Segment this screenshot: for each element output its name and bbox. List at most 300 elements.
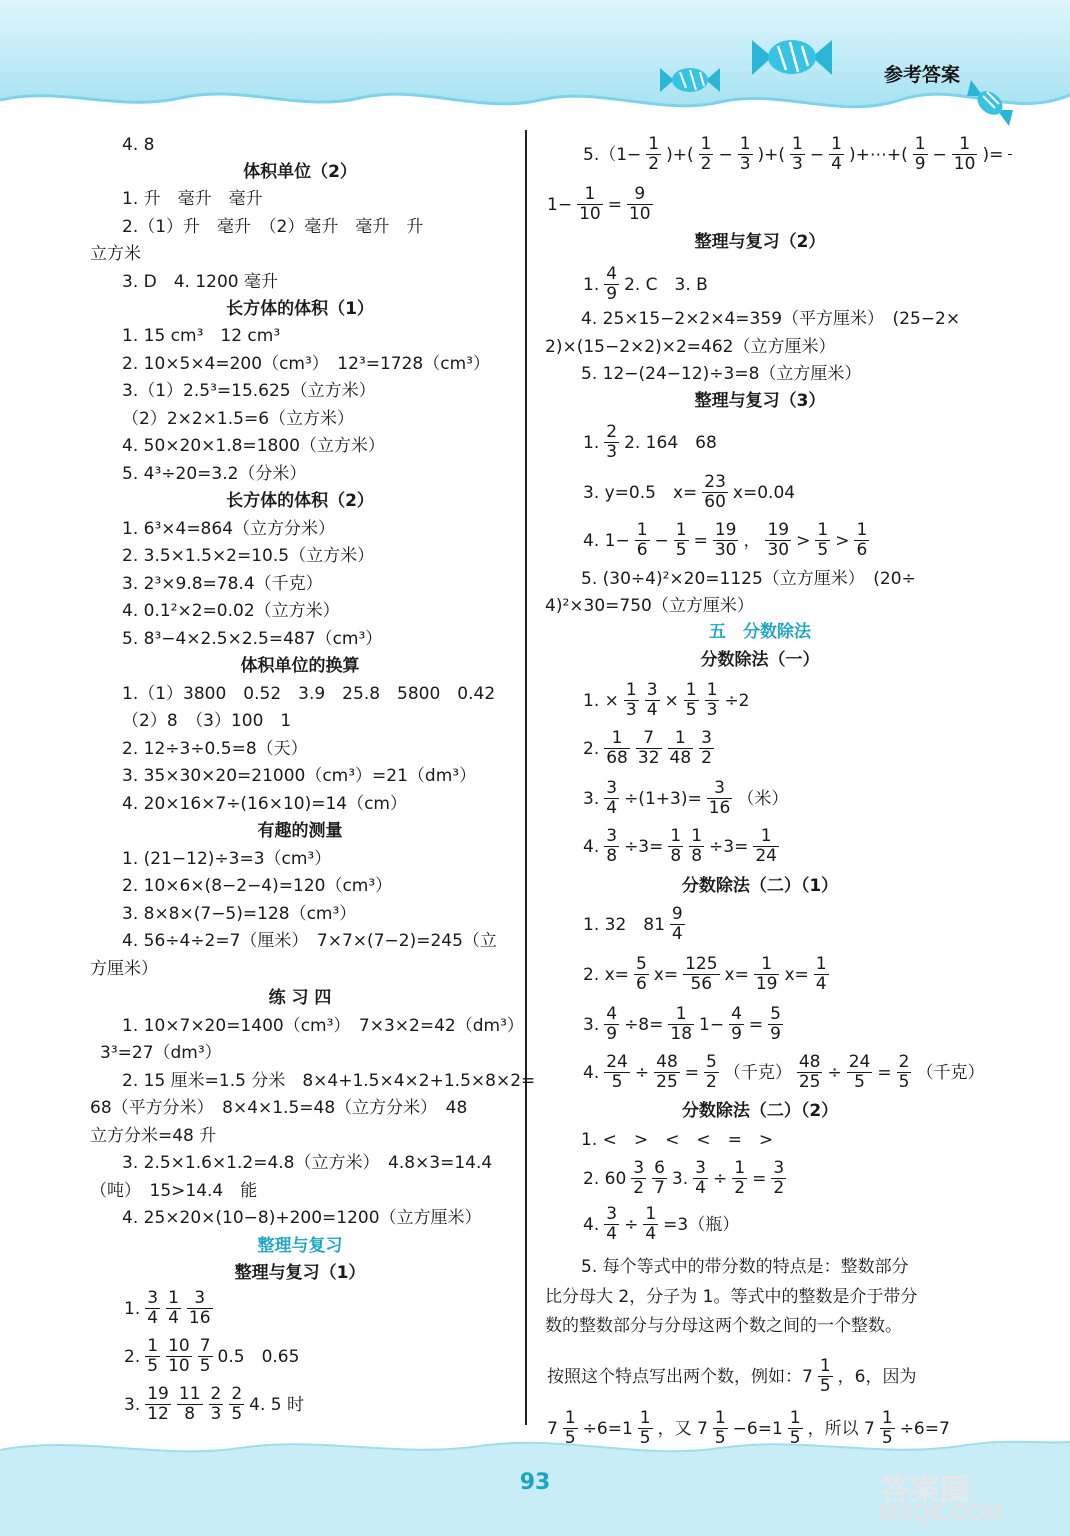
fraction: [668, 1006, 694, 1043]
expr-text: =: [752, 1168, 767, 1189]
fraction: [604, 266, 619, 303]
denominator: 5: [611, 1072, 623, 1092]
expr-text: 按照这个特点写出两个数，例如：7: [547, 1366, 813, 1387]
numerator: 1: [819, 1356, 831, 1376]
fraction-line: [581, 1006, 786, 1043]
fraction: [668, 828, 683, 865]
numerator: 48: [656, 1052, 678, 1072]
denominator: 10: [628, 204, 651, 224]
fraction-line: [122, 1386, 306, 1423]
answer-line: 4. 56÷4÷2=7（厘米） 7×7×(7−2)=245（立: [122, 931, 497, 951]
denominator: 56: [690, 974, 713, 994]
denominator: 6: [856, 540, 868, 560]
fraction: [645, 682, 660, 719]
numerator: 1: [952, 136, 978, 155]
fraction-line: [122, 1290, 216, 1327]
numerator: 24: [848, 1052, 871, 1072]
denominator: 4: [147, 1308, 159, 1328]
candy-icon: [660, 60, 720, 100]
denominator: 10: [168, 1356, 190, 1376]
denominator: 9: [731, 1024, 742, 1044]
fraction-line: [581, 266, 710, 303]
answer-line: 方厘米）: [90, 959, 158, 979]
column-divider: [525, 130, 527, 1425]
fraction: [952, 136, 978, 173]
fraction: [652, 1160, 667, 1197]
expr-text: ×: [664, 690, 679, 711]
numerator: 19: [714, 520, 737, 540]
fraction: [880, 1410, 895, 1447]
denominator: 8: [606, 846, 618, 866]
expr-text: >: [835, 530, 850, 551]
denominator: 25: [798, 1072, 821, 1092]
expr-text: 3.: [671, 1168, 689, 1189]
denominator: 4: [645, 1224, 657, 1244]
fraction: [790, 136, 805, 173]
numerator: 3: [773, 1158, 785, 1178]
numerator: 11: [178, 1384, 201, 1404]
expr-text: 4.: [583, 836, 600, 857]
denominator: 25: [656, 1072, 678, 1092]
fraction: [765, 522, 791, 559]
denominator: 2: [706, 1072, 717, 1092]
numerator: 1: [675, 520, 687, 540]
fraction: [847, 1054, 873, 1091]
numerator: 1: [792, 134, 803, 154]
denominator: 2: [633, 1178, 645, 1198]
numerator: 1: [739, 134, 751, 154]
expr-text: 1. ×: [583, 690, 619, 711]
denominator: 8: [691, 846, 703, 866]
page-number: 93: [519, 1470, 551, 1495]
fraction: [753, 828, 779, 865]
numerator: 1: [636, 520, 648, 540]
numerator: 3: [701, 728, 712, 748]
fraction-line: [581, 780, 790, 817]
answer-line: 4. 50×20×1.8=1800（立方米）: [122, 436, 385, 456]
denominator: 5: [147, 1356, 159, 1376]
denominator: 4: [606, 1224, 618, 1244]
denominator: 68: [606, 748, 628, 768]
section-heading: 有趣的测量: [257, 821, 343, 841]
numerator: 1: [670, 826, 682, 846]
fraction: [693, 1160, 708, 1197]
denominator: 5: [817, 540, 829, 560]
numerator: 1: [856, 520, 868, 540]
section-heading: 练 习 四: [268, 988, 332, 1008]
fraction: [818, 1358, 833, 1395]
fraction: [674, 522, 689, 559]
expr-text: =3（瓶）: [663, 1214, 740, 1235]
fraction: [814, 956, 829, 993]
expr-text: 1. 32 81: [583, 914, 665, 935]
expr-text: 1−: [547, 194, 573, 215]
answer-line: （吨） 15>14.4 能: [90, 1181, 258, 1201]
fraction-line: [581, 136, 1019, 173]
fraction: [713, 522, 739, 559]
denominator: 8: [184, 1404, 196, 1424]
numerator: 6: [654, 1158, 665, 1178]
numerator: 3: [606, 826, 618, 846]
numerator: 19: [147, 1384, 169, 1404]
denominator: 9: [914, 154, 926, 174]
answer-line: 1. < > < < = >: [581, 1130, 774, 1150]
fraction: [646, 136, 661, 173]
fraction: [636, 730, 662, 767]
denominator: 4: [646, 700, 658, 720]
denominator: 5: [685, 700, 697, 720]
answer-line: 5. (30÷4)²×20=1125（立方厘米） (20÷: [581, 569, 916, 589]
denominator: 2: [648, 154, 660, 174]
numerator: 2: [210, 1384, 222, 1404]
denominator: 16: [188, 1308, 211, 1328]
numerator: 2: [606, 422, 618, 442]
fraction-line: [545, 1358, 918, 1395]
expr-text: =: [877, 1062, 892, 1083]
expr-text: 2.: [583, 738, 600, 759]
denominator: 48: [669, 748, 692, 768]
numerator: 3: [707, 780, 733, 799]
expr-text: =: [693, 530, 708, 551]
answer-line: 3.（1）2.5³=15.625（立方米）: [122, 381, 376, 401]
expr-text: ÷6=7: [899, 1418, 950, 1439]
numerator: 48: [798, 1052, 821, 1072]
numerator: 3: [187, 1290, 213, 1309]
answer-line: 2. 10×6×(8−2−4)=120（cm³）: [122, 876, 393, 896]
answer-line: 3. 8×8×(7−5)=128（cm³）: [122, 904, 357, 924]
denominator: 30: [714, 540, 737, 560]
expr-text: >: [796, 530, 811, 551]
section-heading: 长方体的体积（1）: [226, 299, 374, 319]
denominator: 6: [636, 540, 648, 560]
fraction-line: [581, 828, 782, 865]
answer-line: 1. 10×7×20=1400（cm³） 7×3×2=42（dm³）: [122, 1016, 524, 1036]
denominator: 10: [953, 154, 976, 174]
numerator: 5: [770, 1004, 781, 1024]
expr-text: )+(: [757, 144, 786, 165]
answer-line: 3. 35×30×20=21000（cm³）=21（dm³）: [122, 766, 477, 786]
numerator: 1: [648, 134, 660, 154]
expr-text: 1.: [583, 432, 600, 453]
numerator: 9: [627, 186, 653, 205]
expr-text: −: [718, 144, 733, 165]
numerator: 19: [767, 520, 790, 540]
denominator: 4: [168, 1308, 179, 1328]
fraction: [713, 1410, 728, 1447]
expr-text: 2.: [124, 1346, 141, 1367]
fraction: [145, 1290, 160, 1327]
denominator: 5: [898, 1072, 910, 1092]
answer-line: 2.（1）升 毫升 （2）毫升 毫升 升: [122, 217, 424, 237]
header-title: 参考答案: [884, 64, 961, 86]
answer-line: 4)²×30=750（立方厘米）: [545, 596, 754, 616]
expr-text: （米）: [737, 788, 789, 809]
denominator: 5: [231, 1404, 243, 1424]
answer-line: 3. 2³×9.8=78.4（千克）: [122, 574, 323, 594]
denominator: 19: [755, 974, 778, 994]
denominator: 5: [854, 1072, 865, 1092]
section-heading: 体积单位（2）: [243, 162, 357, 182]
fraction: [913, 136, 928, 173]
answer-line: 1. 6³×4=864（立方分米）: [122, 519, 336, 539]
fraction: [604, 780, 619, 817]
denominator: 7: [654, 1178, 665, 1198]
answer-line: 3. 2.5×1.6×1.2=4.8（立方米） 4.8×3=14.4: [122, 1153, 493, 1173]
fraction: [705, 682, 720, 719]
expr-text: ÷6=1: [582, 1418, 633, 1439]
numerator: 3: [646, 680, 658, 700]
section-heading: 整理与复习（1）: [234, 1263, 366, 1283]
answer-line: 4. 25×20×(10−8)+200=1200（立方厘米）: [122, 1208, 482, 1228]
section-heading: 五 分数除法: [709, 622, 811, 642]
numerator: 4: [606, 1004, 618, 1024]
numerator: 1: [685, 680, 697, 700]
numerator: 3: [633, 1158, 645, 1178]
fraction: [829, 136, 844, 173]
numerator: 1: [815, 954, 827, 974]
fraction-line: [545, 186, 656, 223]
watermark-logo: 答案圈: [880, 1474, 970, 1507]
fraction-line: [581, 682, 752, 719]
numerator: 1: [753, 828, 779, 847]
fraction: [1008, 153, 1012, 156]
fraction: [604, 424, 619, 461]
answer-line: 1. (21−12)÷3=3（cm³）: [122, 849, 332, 869]
fraction-line: [581, 1160, 789, 1197]
numerator: 7: [636, 730, 662, 749]
fraction-line: [581, 956, 832, 993]
fraction: [627, 186, 653, 223]
fraction: [229, 1386, 244, 1423]
denominator: 2: [773, 1178, 785, 1198]
fraction: [635, 522, 650, 559]
numerator: 2: [231, 1384, 243, 1404]
expr-text: =: [684, 1062, 700, 1083]
fraction: [624, 682, 639, 719]
numerator: 4: [606, 264, 618, 284]
numerator: 1: [734, 1158, 746, 1178]
section-heading: 分数除法（一）: [700, 650, 820, 670]
denominator: 10: [579, 204, 601, 224]
expr-text: 2. C 3. B: [624, 274, 708, 295]
answer-line: 4. 0.1²×2=0.02（立方米）: [122, 601, 340, 621]
expr-text: 2. 60: [583, 1168, 627, 1189]
expr-text: 1.: [124, 1298, 141, 1319]
numerator: 1: [639, 1408, 651, 1428]
fraction: [604, 1206, 619, 1243]
fraction: [738, 136, 753, 173]
numerator: 5: [635, 954, 647, 974]
fraction: [643, 1206, 658, 1243]
denominator: 3: [706, 700, 718, 720]
denominator: 16: [708, 798, 731, 818]
denominator: 5: [564, 1428, 576, 1448]
section-heading: 整理与复习: [257, 1236, 343, 1256]
numerator: 1: [881, 1408, 893, 1428]
expr-text: （千克）: [723, 1062, 792, 1083]
answer-line: 2. 10×5×4=200（cm³） 12³=1728（cm³）: [122, 354, 490, 374]
fraction: [563, 1410, 578, 1447]
fraction-line: [545, 1410, 952, 1447]
expr-text: −: [932, 144, 947, 165]
expr-text: ÷2: [724, 690, 750, 711]
fraction: [732, 1160, 747, 1197]
expr-text: ÷: [634, 1062, 650, 1083]
expr-text: ，6，因为: [837, 1366, 917, 1387]
denominator: 5: [199, 1356, 211, 1376]
numerator: 3: [147, 1288, 159, 1308]
fraction: [166, 1338, 192, 1375]
numerator: 1: [604, 730, 630, 749]
fraction-line: [581, 906, 688, 943]
numerator: 1: [668, 1006, 694, 1025]
watermark-site: MXQE.COM: [880, 1500, 1003, 1525]
denominator: 2: [734, 1178, 746, 1198]
numerator: 1: [714, 1408, 726, 1428]
fraction: [704, 1054, 719, 1091]
expr-text: ÷8=: [624, 1014, 664, 1035]
numerator: 5: [706, 1052, 717, 1072]
section-heading: 长方体的体积（2）: [226, 491, 374, 511]
denominator: 4: [815, 974, 827, 994]
denominator: 18: [670, 1024, 693, 1044]
denominator: 5: [881, 1428, 893, 1448]
numerator: 1: [914, 134, 926, 154]
section-heading: 体积单位的换算: [240, 656, 360, 676]
numerator: 1: [789, 1408, 801, 1428]
numerator: 3: [606, 778, 618, 798]
numerator: 1: [817, 520, 829, 540]
answer-line: 2. 15 厘米=1.5 分米 8×4+1.5×4×2+1.5×8×2=: [122, 1071, 536, 1091]
fraction: [897, 1054, 912, 1091]
denominator: 6: [635, 974, 647, 994]
fraction: [638, 1410, 653, 1447]
fraction: [699, 136, 714, 173]
fraction: [702, 474, 728, 511]
expr-text: =: [607, 194, 622, 215]
answer-line: 4. 20×16×7÷(16×10)=14（cm）: [122, 794, 407, 814]
expr-text: ，: [743, 530, 761, 551]
fraction: [754, 956, 780, 993]
expr-text: 0.5 0.65: [217, 1346, 300, 1367]
numerator: 9: [671, 904, 683, 924]
expr-text: x=: [724, 964, 749, 985]
expr-text: 2. x=: [583, 964, 629, 985]
expr-text: )+⋯+(: [848, 144, 908, 165]
expr-text: ÷3=: [624, 836, 664, 857]
denominator: 5: [675, 540, 687, 560]
answer-line: 5. 4³÷20=3.2（分米）: [122, 464, 307, 484]
expr-text: ，所以 7: [807, 1418, 875, 1439]
expr-text: 4. 1−: [583, 530, 630, 551]
denominator: 5: [789, 1428, 801, 1448]
fraction: [707, 780, 733, 817]
answer-line: 5. 12−(24−12)÷3=8（立方厘米）: [581, 364, 862, 384]
answer-line: （2）2×2×1.5=6（立方米）: [122, 409, 355, 429]
answer-line: 4. 25×15−2×2×4=359（平方厘米） (25−2×: [581, 309, 961, 329]
numerator: 1: [168, 1288, 179, 1308]
fraction: [668, 730, 694, 767]
expr-text: 1−: [699, 1014, 725, 1035]
numerator: 10: [168, 1336, 190, 1356]
fraction: [209, 1386, 224, 1423]
numerator: 1: [645, 1204, 657, 1224]
denominator: 2: [700, 154, 712, 174]
expr-text: 4.: [583, 1214, 600, 1235]
expr-text: 4. 5 时: [249, 1394, 305, 1415]
expr-text: 4.: [583, 1062, 600, 1083]
denominator: 3: [606, 442, 618, 462]
numerator: 1: [700, 134, 712, 154]
expr-text: ÷: [712, 1168, 728, 1189]
denominator: 8: [670, 846, 682, 866]
expr-text: x=: [784, 964, 809, 985]
denominator: 5: [639, 1428, 651, 1448]
denominator: 3: [210, 1404, 222, 1424]
fraction: [145, 1386, 171, 1423]
answer-line: 1.（1）3800 0.52 3.9 25.8 5800 0.42: [122, 684, 496, 704]
expr-text: −6=1: [732, 1418, 783, 1439]
expr-text: )=: [982, 144, 1004, 165]
expr-text: −: [809, 144, 825, 165]
fraction: [177, 1386, 203, 1423]
section-heading: 整理与复习（2）: [694, 232, 826, 252]
fraction: [683, 956, 719, 993]
fraction: [604, 730, 630, 767]
expr-text: x=: [653, 964, 679, 985]
expr-text: （千克）: [916, 1062, 985, 1083]
expr-text: 3.: [124, 1394, 141, 1415]
fraction: [689, 828, 704, 865]
denominator: 4: [831, 154, 842, 174]
fraction: [684, 682, 699, 719]
fraction: [145, 1338, 160, 1375]
numerator: 24: [606, 1052, 628, 1072]
numerator: 1: [706, 680, 718, 700]
fraction: [631, 1160, 646, 1197]
answer-line: 3³=27（dm³）: [100, 1043, 222, 1063]
expr-text: 3.: [583, 788, 600, 809]
numerator: 1: [625, 680, 637, 700]
fraction-line: [581, 1054, 986, 1091]
answer-line: （2）8 （3）100 1: [122, 711, 292, 731]
numerator: 1: [754, 956, 780, 975]
denominator: 30: [767, 540, 790, 560]
denominator: 4: [695, 1178, 706, 1198]
expr-text: 7: [547, 1418, 558, 1439]
fraction: [699, 730, 714, 767]
candy-icon: [965, 78, 1015, 128]
numerator: 1: [691, 826, 703, 846]
numerator: 1: [668, 730, 694, 749]
expr-text: ÷: [827, 1062, 842, 1083]
expr-text: ÷(1+3)=: [624, 788, 702, 809]
answer-line: 1. 15 cm³ 12 cm³: [122, 326, 281, 346]
fraction: [768, 1006, 783, 1043]
answer-line: 68（平方分米） 8×4×1.5=48（立方分米） 48: [90, 1098, 468, 1118]
fraction: [788, 1410, 803, 1447]
denominator: 9: [606, 284, 618, 304]
denominator: 9: [606, 1024, 618, 1044]
denominator: 9: [770, 1024, 781, 1044]
fraction-line: [581, 424, 719, 461]
numerator: 1: [564, 1408, 576, 1428]
answer-line: 5. 8³−4×2.5×2.5=487（cm³）: [122, 629, 383, 649]
denominator: 12: [147, 1404, 169, 1424]
answer-line: 1. 升 毫升 毫升: [122, 189, 263, 209]
expr-text: ÷: [624, 1214, 639, 1235]
expr-text: )+(: [666, 144, 694, 165]
